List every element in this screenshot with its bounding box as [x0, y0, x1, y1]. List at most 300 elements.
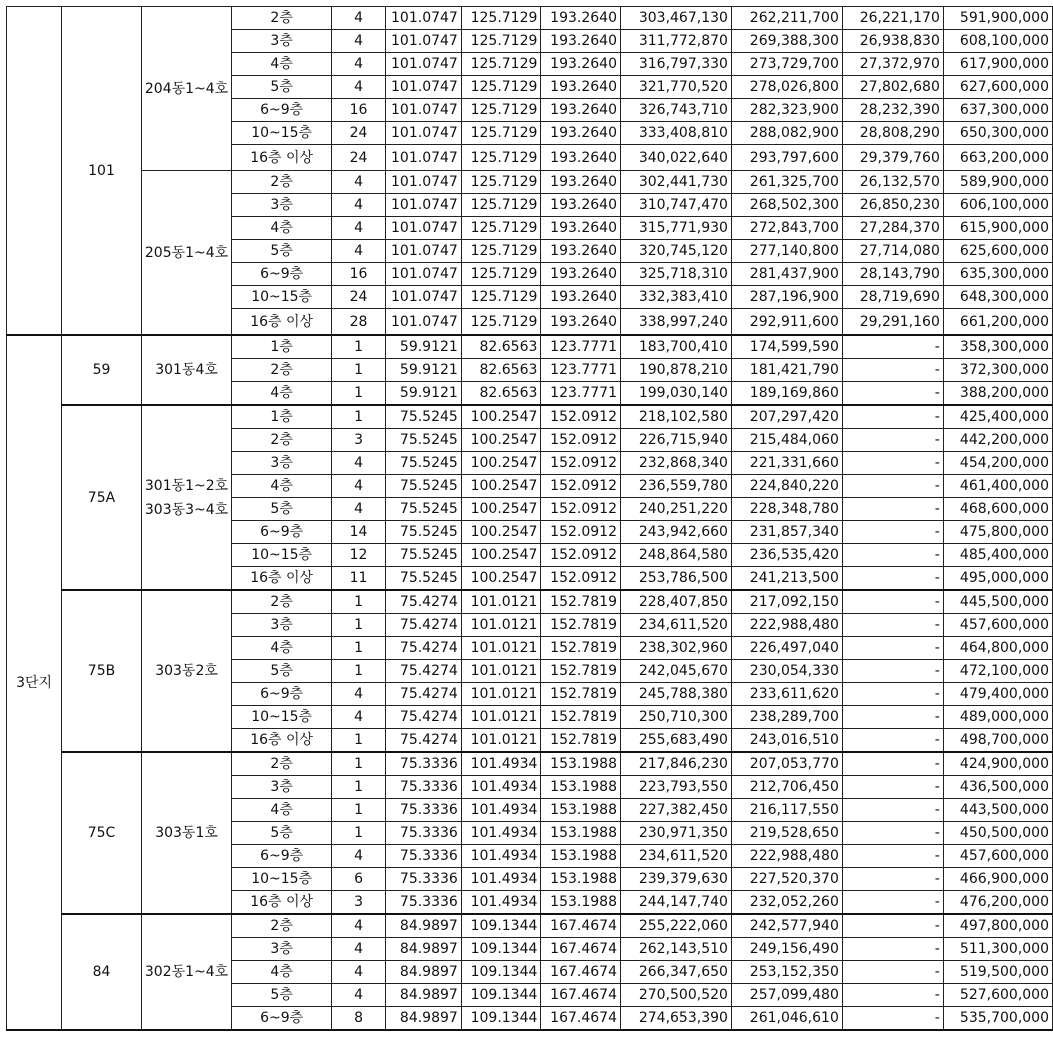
floor-cell: 16층 이상: [232, 567, 332, 591]
land-price-cell: 232,868,340: [620, 452, 731, 475]
vat-cell: -: [842, 822, 943, 845]
units-cell: 1: [332, 799, 386, 822]
floor-cell: 4층: [232, 799, 332, 822]
area-exclusive-cell: 75.5245: [385, 567, 461, 591]
area-exclusive-cell: 101.0747: [385, 145, 461, 171]
land-price-cell: 320,745,120: [620, 240, 731, 263]
vat-cell: -: [842, 938, 943, 961]
total-price-cell: 372,300,000: [943, 359, 1052, 382]
total-price-cell: 485,400,000: [943, 544, 1052, 567]
units-cell: 1: [332, 660, 386, 683]
total-price-cell: 511,300,000: [943, 938, 1052, 961]
area-supply-cell: 109.1344: [461, 914, 541, 938]
units-cell: 24: [332, 122, 386, 145]
building-price-cell: 227,520,370: [731, 868, 842, 891]
area-exclusive-cell: 84.9897: [385, 961, 461, 984]
units-cell: 4: [332, 30, 386, 53]
land-price-cell: 226,715,940: [620, 429, 731, 452]
area-supply-cell: 125.7129: [461, 286, 541, 309]
area-supply-cell: 100.2547: [461, 475, 541, 498]
area-supply-cell: 100.2547: [461, 452, 541, 475]
total-price-cell: 466,900,000: [943, 868, 1052, 891]
table-row: [7, 171, 1053, 194]
area-contract-cell: 193.2640: [541, 263, 621, 286]
building-price-cell: 222,988,480: [731, 614, 842, 637]
area-contract-cell: 193.2640: [541, 286, 621, 309]
vat-cell: -: [842, 776, 943, 799]
building-label: 303동2호: [155, 663, 218, 679]
price-table: [6, 6, 1053, 1031]
table-row: [7, 914, 1053, 938]
land-price-cell: 245,788,380: [620, 683, 731, 706]
total-price-cell: 388,200,000: [943, 382, 1052, 406]
area-supply-cell: 125.7129: [461, 240, 541, 263]
area-supply-cell: 101.4934: [461, 776, 541, 799]
area-contract-cell: 153.1988: [541, 776, 621, 799]
area-supply-cell: 101.4934: [461, 891, 541, 915]
area-contract-cell: 193.2640: [541, 194, 621, 217]
floor-cell: 5층: [232, 984, 332, 1007]
area-exclusive-cell: 75.5245: [385, 429, 461, 452]
floor-cell: 2층: [232, 429, 332, 452]
total-price-cell: 358,300,000: [943, 335, 1052, 359]
building-price-cell: 222,988,480: [731, 845, 842, 868]
area-supply-cell: 109.1344: [461, 961, 541, 984]
building-price-cell: 242,577,940: [731, 914, 842, 938]
units-cell: 4: [332, 498, 386, 521]
units-cell: 4: [332, 217, 386, 240]
area-contract-cell: 152.7819: [541, 637, 621, 660]
vat-cell: -: [842, 891, 943, 915]
area-exclusive-cell: 75.3336: [385, 752, 461, 776]
floor-cell: 4층: [232, 217, 332, 240]
vat-cell: -: [842, 868, 943, 891]
vat-cell: 27,372,970: [842, 53, 943, 76]
area-contract-cell: 152.0912: [541, 567, 621, 591]
total-price-cell: 461,400,000: [943, 475, 1052, 498]
land-price-cell: 244,147,740: [620, 891, 731, 915]
units-cell: 4: [332, 984, 386, 1007]
area-supply-cell: 101.4934: [461, 822, 541, 845]
total-price-cell: 527,600,000: [943, 984, 1052, 1007]
area-contract-cell: 193.2640: [541, 171, 621, 194]
area-exclusive-cell: 59.9121: [385, 382, 461, 406]
building-price-cell: 221,331,660: [731, 452, 842, 475]
vat-cell: 28,232,390: [842, 99, 943, 122]
area-supply-cell: 125.7129: [461, 217, 541, 240]
area-exclusive-cell: 75.5245: [385, 475, 461, 498]
area-supply-cell: 125.7129: [461, 53, 541, 76]
land-price-cell: 236,559,780: [620, 475, 731, 498]
building-price-cell: 207,053,770: [731, 752, 842, 776]
total-price-cell: 479,400,000: [943, 683, 1052, 706]
area-supply-cell: 125.7129: [461, 99, 541, 122]
area-exclusive-cell: 101.0747: [385, 309, 461, 336]
area-exclusive-cell: 101.0747: [385, 7, 461, 30]
building-cell: [141, 914, 231, 1030]
area-exclusive-cell: 75.5245: [385, 521, 461, 544]
floor-cell: 3층: [232, 614, 332, 637]
land-price-cell: 332,383,410: [620, 286, 731, 309]
building-cell: [141, 171, 231, 336]
units-cell: 4: [332, 914, 386, 938]
building-price-cell: 278,026,800: [731, 76, 842, 99]
vat-cell: -: [842, 799, 943, 822]
total-price-cell: 442,200,000: [943, 429, 1052, 452]
total-price-cell: 475,800,000: [943, 521, 1052, 544]
units-cell: 1: [332, 359, 386, 382]
area-exclusive-cell: 84.9897: [385, 1007, 461, 1031]
vat-cell: 26,938,830: [842, 30, 943, 53]
units-cell: 1: [332, 382, 386, 406]
area-supply-cell: 101.0121: [461, 660, 541, 683]
area-contract-cell: 167.4674: [541, 961, 621, 984]
land-price-cell: 238,302,960: [620, 637, 731, 660]
units-cell: 1: [332, 335, 386, 359]
land-price-cell: 243,942,660: [620, 521, 731, 544]
building-price-cell: 281,437,900: [731, 263, 842, 286]
area-supply-cell: 101.4934: [461, 845, 541, 868]
building-cell: [141, 752, 231, 914]
floor-cell: 3층: [232, 452, 332, 475]
units-cell: 4: [332, 171, 386, 194]
units-cell: 1: [332, 752, 386, 776]
total-price-cell: 495,000,000: [943, 567, 1052, 591]
floor-cell: 2층: [232, 359, 332, 382]
land-price-cell: 302,441,730: [620, 171, 731, 194]
floor-cell: 4층: [232, 475, 332, 498]
area-exclusive-cell: 75.4274: [385, 729, 461, 753]
land-price-cell: 242,045,670: [620, 660, 731, 683]
area-contract-cell: 152.7819: [541, 614, 621, 637]
housing-type-cell: 75C: [62, 752, 142, 914]
floor-cell: 10~15층: [232, 122, 332, 145]
vat-cell: -: [842, 405, 943, 429]
area-contract-cell: 152.0912: [541, 405, 621, 429]
area-supply-cell: 109.1344: [461, 1007, 541, 1031]
area-exclusive-cell: 75.3336: [385, 868, 461, 891]
total-price-cell: 606,100,000: [943, 194, 1052, 217]
area-exclusive-cell: 101.0747: [385, 263, 461, 286]
total-price-cell: 661,200,000: [943, 309, 1052, 336]
housing-type-cell: 75A: [62, 405, 142, 590]
building-price-cell: 243,016,510: [731, 729, 842, 753]
building-price-cell: 272,843,700: [731, 217, 842, 240]
building-price-cell: 189,169,860: [731, 382, 842, 406]
units-cell: 4: [332, 53, 386, 76]
building-price-cell: 212,706,450: [731, 776, 842, 799]
housing-type-cell: 101: [62, 7, 142, 336]
total-price-cell: 589,900,000: [943, 171, 1052, 194]
area-supply-cell: 82.6563: [461, 382, 541, 406]
land-price-cell: 250,710,300: [620, 706, 731, 729]
floor-cell: 5층: [232, 498, 332, 521]
complex-cell: 3단지: [7, 335, 62, 1030]
units-cell: 1: [332, 822, 386, 845]
area-contract-cell: 193.2640: [541, 99, 621, 122]
building-price-cell: 224,840,220: [731, 475, 842, 498]
units-cell: 16: [332, 263, 386, 286]
units-cell: 12: [332, 544, 386, 567]
area-exclusive-cell: 75.3336: [385, 822, 461, 845]
land-price-cell: 234,611,520: [620, 614, 731, 637]
total-price-cell: 608,100,000: [943, 30, 1052, 53]
area-supply-cell: 125.7129: [461, 76, 541, 99]
building-price-cell: 269,388,300: [731, 30, 842, 53]
land-price-cell: 228,407,850: [620, 590, 731, 614]
table-row: [7, 7, 1053, 30]
total-price-cell: 425,400,000: [943, 405, 1052, 429]
total-price-cell: 457,600,000: [943, 614, 1052, 637]
vat-cell: -: [842, 961, 943, 984]
building-price-cell: 292,911,600: [731, 309, 842, 336]
units-cell: 4: [332, 475, 386, 498]
area-exclusive-cell: 101.0747: [385, 240, 461, 263]
floor-cell: 10~15층: [232, 706, 332, 729]
building-cell: [141, 7, 231, 171]
total-price-cell: 476,200,000: [943, 891, 1052, 915]
building-price-cell: 215,484,060: [731, 429, 842, 452]
units-cell: 24: [332, 145, 386, 171]
total-price-cell: 436,500,000: [943, 776, 1052, 799]
area-contract-cell: 193.2640: [541, 217, 621, 240]
area-contract-cell: 167.4674: [541, 1007, 621, 1031]
building-price-cell: 262,211,700: [731, 7, 842, 30]
building-price-cell: 226,497,040: [731, 637, 842, 660]
building-cell: [141, 405, 231, 590]
building-cell: [141, 335, 231, 405]
area-exclusive-cell: 75.3336: [385, 891, 461, 915]
vat-cell: -: [842, 637, 943, 660]
area-supply-cell: 101.0121: [461, 729, 541, 753]
units-cell: 1: [332, 614, 386, 637]
area-contract-cell: 153.1988: [541, 868, 621, 891]
area-contract-cell: 153.1988: [541, 822, 621, 845]
area-exclusive-cell: 75.5245: [385, 405, 461, 429]
area-contract-cell: 152.0912: [541, 429, 621, 452]
vat-cell: 27,802,680: [842, 76, 943, 99]
area-supply-cell: 125.7129: [461, 145, 541, 171]
land-price-cell: 326,743,710: [620, 99, 731, 122]
area-exclusive-cell: 75.3336: [385, 799, 461, 822]
area-supply-cell: 100.2547: [461, 521, 541, 544]
building-price-cell: 216,117,550: [731, 799, 842, 822]
land-price-cell: 310,747,470: [620, 194, 731, 217]
area-supply-cell: 125.7129: [461, 30, 541, 53]
floor-cell: 5층: [232, 240, 332, 263]
building-price-cell: 293,797,600: [731, 145, 842, 171]
floor-cell: 3층: [232, 194, 332, 217]
area-exclusive-cell: 75.5245: [385, 544, 461, 567]
area-contract-cell: 153.1988: [541, 891, 621, 915]
area-supply-cell: 125.7129: [461, 309, 541, 336]
area-contract-cell: 193.2640: [541, 240, 621, 263]
floor-cell: 2층: [232, 752, 332, 776]
land-price-cell: 315,771,930: [620, 217, 731, 240]
floor-cell: 4층: [232, 53, 332, 76]
vat-cell: 28,143,790: [842, 263, 943, 286]
land-price-cell: 274,653,390: [620, 1007, 731, 1031]
units-cell: 3: [332, 891, 386, 915]
floor-cell: 6~9층: [232, 845, 332, 868]
housing-type-cell: 84: [62, 914, 142, 1030]
floor-cell: 5층: [232, 660, 332, 683]
building-price-cell: 231,857,340: [731, 521, 842, 544]
total-price-cell: 625,600,000: [943, 240, 1052, 263]
area-supply-cell: 101.0121: [461, 590, 541, 614]
land-price-cell: 240,251,220: [620, 498, 731, 521]
total-price-cell: 663,200,000: [943, 145, 1052, 171]
area-exclusive-cell: 59.9121: [385, 359, 461, 382]
area-exclusive-cell: 75.4274: [385, 614, 461, 637]
land-price-cell: 325,718,310: [620, 263, 731, 286]
land-price-cell: 321,770,520: [620, 76, 731, 99]
area-exclusive-cell: 84.9897: [385, 914, 461, 938]
total-price-cell: 457,600,000: [943, 845, 1052, 868]
building-price-cell: 241,213,500: [731, 567, 842, 591]
building-price-cell: 217,092,150: [731, 590, 842, 614]
table-row: [7, 590, 1053, 614]
building-label: 205동1~4호: [144, 244, 229, 261]
area-contract-cell: 193.2640: [541, 30, 621, 53]
land-price-cell: 266,347,650: [620, 961, 731, 984]
area-exclusive-cell: 84.9897: [385, 938, 461, 961]
vat-cell: 27,284,370: [842, 217, 943, 240]
vat-cell: 28,808,290: [842, 122, 943, 145]
total-price-cell: 648,300,000: [943, 286, 1052, 309]
area-supply-cell: 100.2547: [461, 429, 541, 452]
area-contract-cell: 153.1988: [541, 752, 621, 776]
units-cell: 4: [332, 706, 386, 729]
total-price-cell: 443,500,000: [943, 799, 1052, 822]
floor-cell: 16층 이상: [232, 145, 332, 171]
land-price-cell: 338,997,240: [620, 309, 731, 336]
area-supply-cell: 125.7129: [461, 7, 541, 30]
land-price-cell: 255,683,490: [620, 729, 731, 753]
floor-cell: 4층: [232, 961, 332, 984]
table-row: [7, 405, 1053, 429]
area-supply-cell: 109.1344: [461, 938, 541, 961]
vat-cell: -: [842, 521, 943, 544]
building-price-cell: 273,729,700: [731, 53, 842, 76]
area-contract-cell: 152.7819: [541, 590, 621, 614]
building-price-cell: 257,099,480: [731, 984, 842, 1007]
land-price-cell: 253,786,500: [620, 567, 731, 591]
area-exclusive-cell: 101.0747: [385, 122, 461, 145]
total-price-cell: 489,000,000: [943, 706, 1052, 729]
vat-cell: -: [842, 359, 943, 382]
area-contract-cell: 193.2640: [541, 7, 621, 30]
area-exclusive-cell: 75.4274: [385, 706, 461, 729]
vat-cell: -: [842, 1007, 943, 1031]
area-exclusive-cell: 75.5245: [385, 498, 461, 521]
units-cell: 1: [332, 776, 386, 799]
table-row: [7, 752, 1053, 776]
area-supply-cell: 125.7129: [461, 122, 541, 145]
total-price-cell: 497,800,000: [943, 914, 1052, 938]
vat-cell: -: [842, 845, 943, 868]
units-cell: 1: [332, 590, 386, 614]
total-price-cell: 617,900,000: [943, 53, 1052, 76]
total-price-cell: 468,600,000: [943, 498, 1052, 521]
area-supply-cell: 101.0121: [461, 683, 541, 706]
floor-cell: 3층: [232, 30, 332, 53]
building-price-cell: 236,535,420: [731, 544, 842, 567]
building-label: 303동1호: [155, 825, 218, 841]
land-price-cell: 183,700,410: [620, 335, 731, 359]
area-supply-cell: 109.1344: [461, 984, 541, 1007]
units-cell: 4: [332, 7, 386, 30]
vat-cell: -: [842, 729, 943, 753]
land-price-cell: 217,846,230: [620, 752, 731, 776]
floor-cell: 10~15층: [232, 544, 332, 567]
area-contract-cell: 167.4674: [541, 914, 621, 938]
floor-cell: 6~9층: [232, 263, 332, 286]
building-price-cell: 230,054,330: [731, 660, 842, 683]
units-cell: 8: [332, 1007, 386, 1031]
vat-cell: 26,850,230: [842, 194, 943, 217]
area-contract-cell: 153.1988: [541, 799, 621, 822]
vat-cell: 26,132,570: [842, 171, 943, 194]
area-contract-cell: 152.7819: [541, 706, 621, 729]
building-price-cell: 288,082,900: [731, 122, 842, 145]
vat-cell: -: [842, 544, 943, 567]
floor-cell: 2층: [232, 914, 332, 938]
area-contract-cell: 193.2640: [541, 76, 621, 99]
table-row: [7, 335, 1053, 359]
area-exclusive-cell: 101.0747: [385, 99, 461, 122]
building-price-cell: 238,289,700: [731, 706, 842, 729]
floor-cell: 5층: [232, 822, 332, 845]
building-price-cell: 233,611,620: [731, 683, 842, 706]
vat-cell: -: [842, 452, 943, 475]
floor-cell: 10~15층: [232, 286, 332, 309]
area-supply-cell: 101.4934: [461, 868, 541, 891]
floor-cell: 3층: [232, 776, 332, 799]
vat-cell: -: [842, 683, 943, 706]
floor-cell: 6~9층: [232, 521, 332, 544]
vat-cell: 29,291,160: [842, 309, 943, 336]
area-contract-cell: 193.2640: [541, 309, 621, 336]
land-price-cell: 303,467,130: [620, 7, 731, 30]
floor-cell: 3층: [232, 938, 332, 961]
area-contract-cell: 193.2640: [541, 145, 621, 171]
area-contract-cell: 193.2640: [541, 122, 621, 145]
land-price-cell: 218,102,580: [620, 405, 731, 429]
units-cell: 16: [332, 99, 386, 122]
vat-cell: -: [842, 475, 943, 498]
units-cell: 4: [332, 452, 386, 475]
total-price-cell: 535,700,000: [943, 1007, 1052, 1031]
vat-cell: -: [842, 660, 943, 683]
area-exclusive-cell: 75.4274: [385, 660, 461, 683]
vat-cell: 26,221,170: [842, 7, 943, 30]
land-price-cell: 223,793,550: [620, 776, 731, 799]
area-exclusive-cell: 75.4274: [385, 590, 461, 614]
units-cell: 4: [332, 240, 386, 263]
vat-cell: -: [842, 498, 943, 521]
area-contract-cell: 152.0912: [541, 475, 621, 498]
floor-cell: 4층: [232, 637, 332, 660]
floor-cell: 1층: [232, 335, 332, 359]
units-cell: 6: [332, 868, 386, 891]
units-cell: 4: [332, 961, 386, 984]
units-cell: 28: [332, 309, 386, 336]
area-supply-cell: 125.7129: [461, 263, 541, 286]
vat-cell: -: [842, 429, 943, 452]
building-price-cell: 232,052,260: [731, 891, 842, 915]
building-label: 204동1~4호: [144, 80, 229, 97]
